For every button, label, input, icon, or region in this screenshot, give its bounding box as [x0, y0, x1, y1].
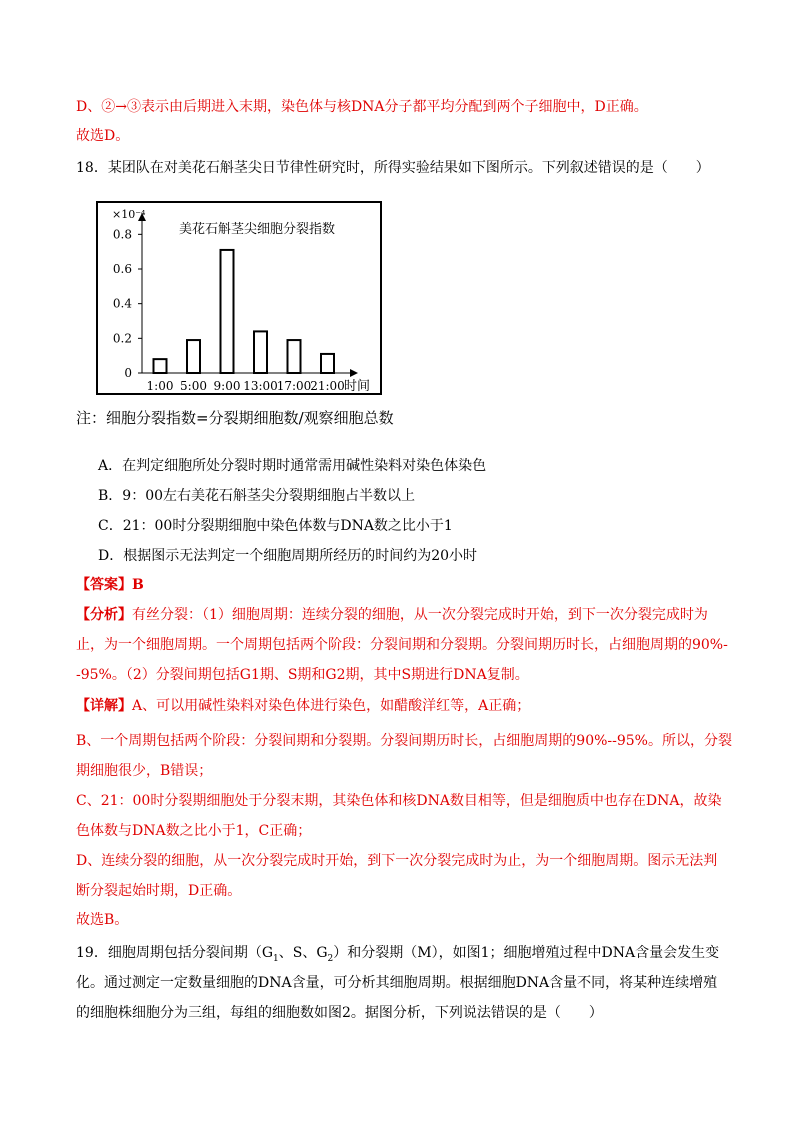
bar [321, 354, 334, 373]
detail-tag: 【详解】 [76, 698, 132, 714]
x-tick-label: 5:00 [180, 379, 207, 393]
chart-note: 注：细胞分裂指数=分裂期细胞数/观察细胞总数 [76, 409, 394, 427]
detail-line-1 [76, 696, 530, 716]
y-tick-label: 0 [124, 366, 132, 380]
bar [288, 340, 301, 373]
y-axis-multiplier: ×10⁻⁴ [112, 208, 146, 221]
analysis-text-1: 有丝分裂：（1）细胞周期：连续分裂的细胞，从一次分裂完成时开始，到下一次分裂完成时为 [132, 607, 708, 623]
bar [187, 340, 200, 373]
question-19-line-2: 化。通过测定一定数量细胞的DNA含量，可分析其细胞周期。根据细胞DNA含量不同，将某种连续增殖 [76, 975, 718, 991]
bar [221, 250, 234, 373]
option-a: A．在判定细胞所处分裂时期时通常需用碱性染料对染色体染色 [98, 458, 487, 474]
analysis-line-2: 止，为一个细胞周期。一个周期包括两个阶段：分裂间期和分裂期。分裂间期历时长，占细胞周期的90%- [76, 637, 728, 653]
y-tick-label: 0.2 [112, 331, 132, 346]
question-19-line-3: 的细胞株细胞分为三组，每组的细胞数如图2。据图分析，下列说法错误的是（ ） [76, 1005, 603, 1021]
q19-sub-2: 2 [327, 953, 334, 964]
q19-text-a: 19．细胞周期包括分裂间期（G [76, 945, 273, 961]
question-19-line-1 [76, 943, 719, 963]
detail-line-5: 色体数与DNA数之比小于1，C正确； [76, 823, 312, 839]
y-tick-label: 0.8 [112, 227, 132, 242]
q19-text-b: 、S、G [278, 945, 328, 961]
answer-line [76, 575, 144, 595]
answer-value: B [132, 577, 144, 593]
answer-tag: 【答案】 [76, 577, 132, 593]
analysis-tag: 【分析】 [76, 607, 132, 623]
q19-text-c: ）和分裂期（M），如图1；细胞增殖过程中DNA含量会发生变 [333, 945, 720, 961]
chart-title: 美花石斛茎尖细胞分裂指数 [179, 222, 336, 237]
y-tick-label: 0.6 [112, 262, 132, 276]
analysis-line-1 [76, 605, 708, 625]
detail-line-7: 断分裂起始时期，D正确。 [76, 883, 242, 899]
x-tick-label: 21:00 [310, 379, 345, 393]
x-tick-label: 17:00 [276, 379, 312, 393]
option-c: C．21：00时分裂期细胞中染色体数与DNA数之比小于1 [98, 518, 453, 534]
x-tick-label: 9:00 [213, 379, 241, 393]
x-tick-label: 13:00 [243, 379, 278, 393]
x-tick-label: 1:00 [146, 379, 174, 393]
option-d-conclusion: D、②→③表示由后期进入末期，染色体与核DNA分子都平均分配到两个子细胞中，D正确。 [76, 99, 648, 115]
x-axis-arrow [350, 369, 358, 377]
detail-line-3: 期细胞很少，B错误； [76, 763, 213, 779]
bar [254, 331, 267, 373]
y-tick-label: 0.4 [112, 296, 132, 311]
x-axis-label: 时间 [344, 379, 371, 394]
detail-line-2: B、一个周期包括两个阶段：分裂间期和分裂期。分裂间期历时长，占细胞周期的90%--95%。所以，分裂 [76, 733, 732, 749]
bar-chart-frame [96, 201, 382, 395]
q19-sub-1: 1 [273, 953, 279, 964]
division-index-bar-chart [98, 203, 384, 397]
analysis-line-3: -95%。（2）分裂间期包括G1期、S期和G2期，其中S期进行DNA复制。 [76, 667, 529, 683]
option-d: D．根据图示无法判定一个细胞周期所经历的时间约为20小时 [98, 548, 478, 564]
choose-d: 故选D。 [76, 128, 130, 144]
option-b: B．9：00左右美花石斛茎尖分裂期细胞占半数以上 [98, 488, 416, 504]
detail-text-1: A、可以用碱性染料对染色体进行染色，如醋酸洋红等，A正确； [132, 698, 531, 714]
bar [154, 359, 167, 373]
detail-line-6: D、连续分裂的细胞，从一次分裂完成时开始，到下一次分裂完成时为止，为一个细胞周期。图示无法判 [76, 853, 718, 869]
detail-line-4: C、21：00时分裂期细胞处于分裂末期，其染色体和核DNA数目相等，但是细胞质中也存在DNA，故染 [76, 793, 722, 809]
question-18-stem: 18．某团队在对美花石斛茎尖日节律性研究时，所得实验结果如下图所示。下列叙述错误的是（ ） [76, 160, 710, 176]
choose-b: 故选B。 [76, 912, 129, 928]
